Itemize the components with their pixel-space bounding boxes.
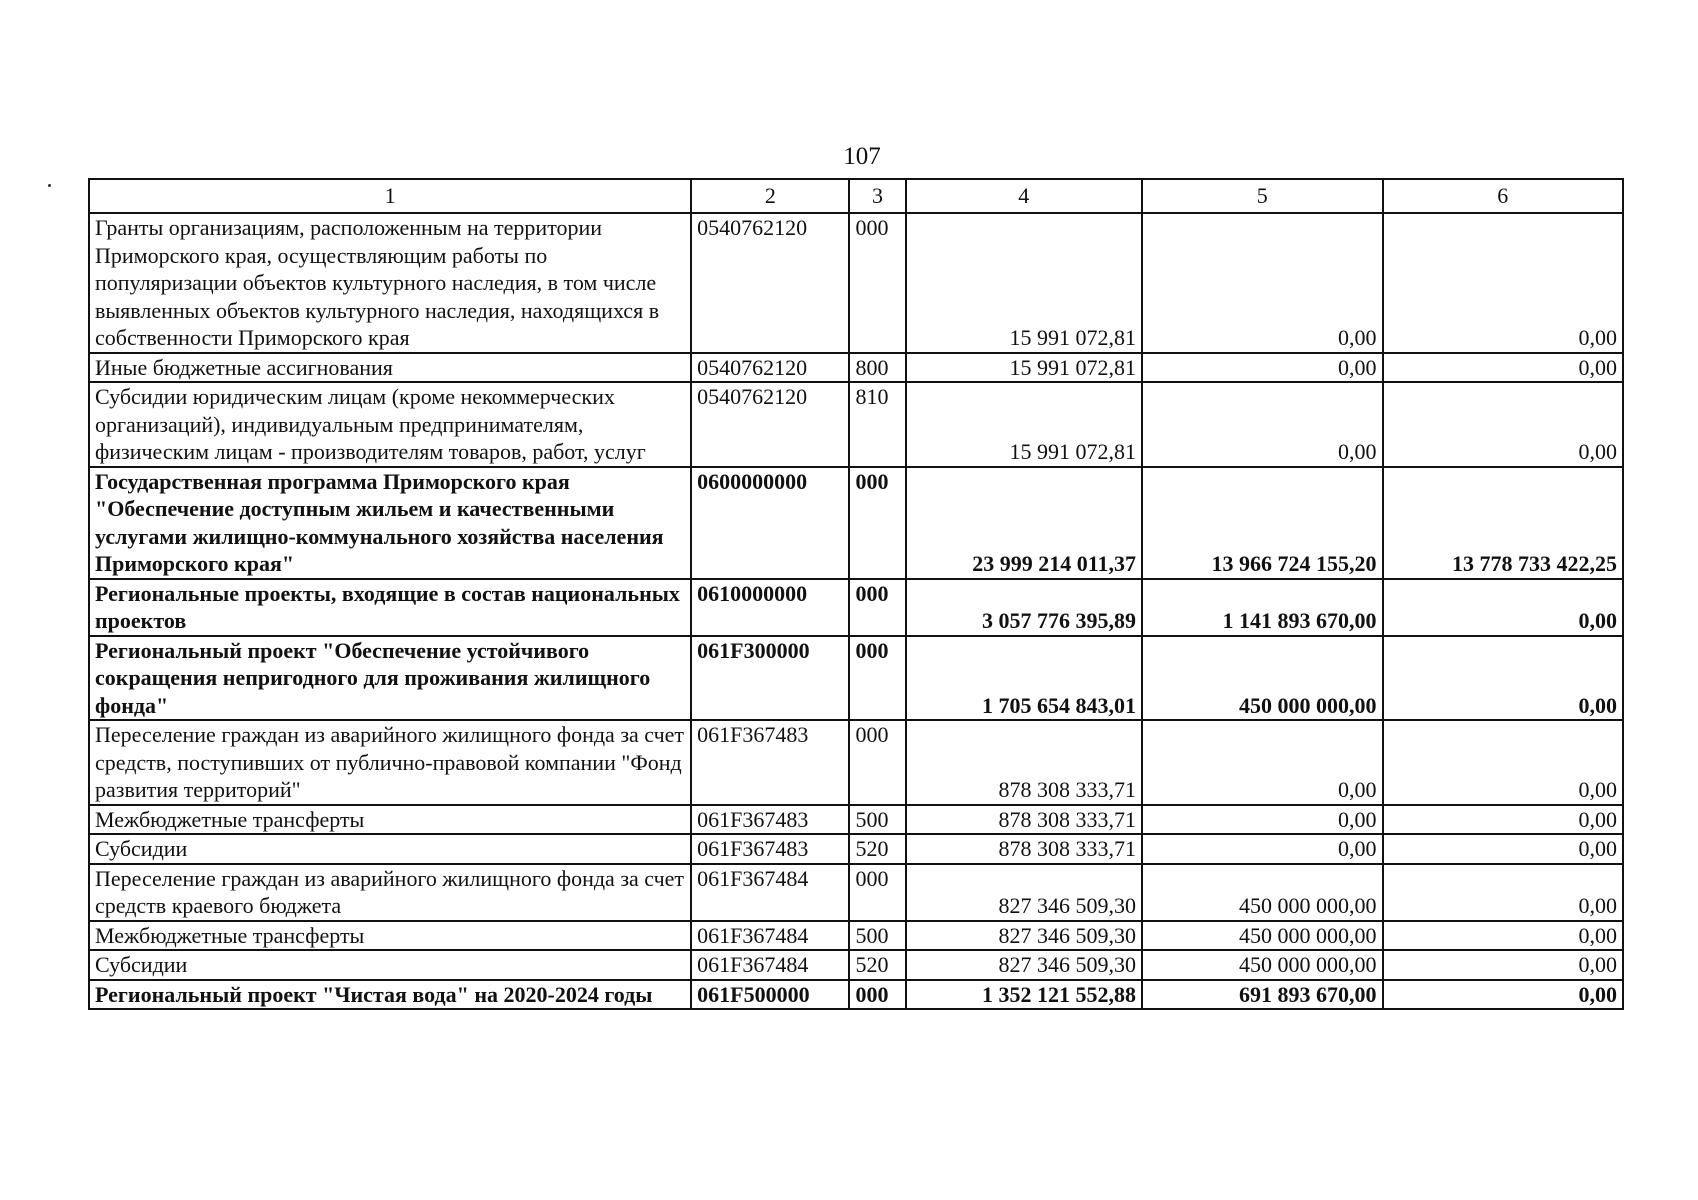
row-name-cell: Межбюджетные трансферты (89, 921, 691, 951)
amount-col6-cell: 0,00 (1383, 980, 1624, 1010)
expense-type-code-cell: 000 (849, 579, 905, 636)
target-article-code-cell: 0610000000 (691, 579, 849, 636)
amount-col5-cell: 13 966 724 155,20 (1142, 467, 1382, 579)
amount-col4-cell: 23 999 214 011,37 (906, 467, 1142, 579)
table-row (89, 636, 1623, 721)
amount-col4-cell: 878 308 333,71 (906, 720, 1142, 805)
amount-col6-cell: 0,00 (1383, 636, 1624, 721)
amount-col4-cell: 1 352 121 552,88 (906, 980, 1142, 1010)
table-row (89, 579, 1623, 636)
amount-col5-cell: 450 000 000,00 (1142, 950, 1382, 980)
row-name-cell: Региональный проект "Обеспечение устойчивого сокращения непригодного для проживания жилищного фонда" (89, 636, 691, 721)
column-number-row (89, 179, 1623, 213)
row-name-cell: Региональные проекты, входящие в состав национальных проектов (89, 579, 691, 636)
amount-col4-cell: 15 991 072,81 (906, 382, 1142, 467)
scan-artifact-dot (48, 184, 51, 187)
column-header: 3 (849, 179, 905, 213)
row-name-cell: Субсидии (89, 834, 691, 864)
expense-type-code-cell: 800 (849, 353, 905, 383)
row-name-cell: Государственная программа Приморского края "Обеспечение доступным жильем и качественными услугами жилищно-коммунального хозяйства населения Приморского края" (89, 467, 691, 579)
column-header: 6 (1383, 179, 1624, 213)
target-article-code-cell: 0540762120 (691, 382, 849, 467)
expense-type-code-cell: 000 (849, 864, 905, 921)
target-article-code-cell: 0540762120 (691, 353, 849, 383)
target-article-code-cell: 061F500000 (691, 980, 849, 1010)
expense-type-code-cell: 520 (849, 834, 905, 864)
amount-col4-cell: 827 346 509,30 (906, 921, 1142, 951)
page-number: 107 (843, 143, 881, 170)
budget-table-body (89, 179, 1623, 1009)
amount-col4-cell: 1 705 654 843,01 (906, 636, 1142, 721)
target-article-code-cell: 0600000000 (691, 467, 849, 579)
budget-table (88, 178, 1624, 1010)
table-row (89, 353, 1623, 383)
amount-col6-cell: 0,00 (1383, 353, 1624, 383)
table-row (89, 950, 1623, 980)
expense-type-code-cell: 000 (849, 636, 905, 721)
amount-col4-cell: 15 991 072,81 (906, 213, 1142, 353)
row-name-cell: Иные бюджетные ассигнования (89, 353, 691, 383)
expense-type-code-cell: 500 (849, 921, 905, 951)
table-row (89, 980, 1623, 1010)
amount-col6-cell: 0,00 (1383, 921, 1624, 951)
row-name-cell: Субсидии (89, 950, 691, 980)
expense-type-code-cell: 500 (849, 805, 905, 835)
amount-col4-cell: 878 308 333,71 (906, 834, 1142, 864)
target-article-code-cell: 061F367484 (691, 864, 849, 921)
amount-col5-cell: 0,00 (1142, 353, 1382, 383)
target-article-code-cell: 061F300000 (691, 636, 849, 721)
row-name-cell: Переселение граждан из аварийного жилищного фонда за счет средств краевого бюджета (89, 864, 691, 921)
amount-col5-cell: 0,00 (1142, 213, 1382, 353)
amount-col6-cell: 0,00 (1383, 720, 1624, 805)
amount-col6-cell: 0,00 (1383, 950, 1624, 980)
amount-col5-cell: 0,00 (1142, 720, 1382, 805)
amount-col6-cell: 0,00 (1383, 805, 1624, 835)
amount-col5-cell: 0,00 (1142, 382, 1382, 467)
amount-col4-cell: 878 308 333,71 (906, 805, 1142, 835)
amount-col5-cell: 1 141 893 670,00 (1142, 579, 1382, 636)
amount-col6-cell: 13 778 733 422,25 (1383, 467, 1624, 579)
amount-col6-cell: 0,00 (1383, 213, 1624, 353)
row-name-cell: Переселение граждан из аварийного жилищного фонда за счет средств, поступивших от публично-правовой компании "Фонд развития территорий" (89, 720, 691, 805)
column-header: 4 (906, 179, 1142, 213)
amount-col6-cell: 0,00 (1383, 382, 1624, 467)
column-header: 1 (89, 179, 691, 213)
table-row (89, 720, 1623, 805)
amount-col5-cell: 691 893 670,00 (1142, 980, 1382, 1010)
target-article-code-cell: 061F367484 (691, 950, 849, 980)
amount-col5-cell: 0,00 (1142, 834, 1382, 864)
target-article-code-cell: 061F367484 (691, 921, 849, 951)
amount-col4-cell: 15 991 072,81 (906, 353, 1142, 383)
table-row (89, 805, 1623, 835)
amount-col5-cell: 450 000 000,00 (1142, 921, 1382, 951)
target-article-code-cell: 061F367483 (691, 720, 849, 805)
table-row (89, 213, 1623, 353)
column-header: 5 (1142, 179, 1382, 213)
table-row (89, 834, 1623, 864)
row-name-cell: Субсидии юридическим лицам (кроме некоммерческих организаций), индивидуальным предпринимателям, физическим лицам - производителям товаров, работ, услуг (89, 382, 691, 467)
row-name-cell: Межбюджетные трансферты (89, 805, 691, 835)
expense-type-code-cell: 810 (849, 382, 905, 467)
target-article-code-cell: 0540762120 (691, 213, 849, 353)
table-row (89, 864, 1623, 921)
table-row (89, 382, 1623, 467)
table-row (89, 921, 1623, 951)
expense-type-code-cell: 000 (849, 213, 905, 353)
expense-type-code-cell: 520 (849, 950, 905, 980)
expense-type-code-cell: 000 (849, 720, 905, 805)
expense-type-code-cell: 000 (849, 467, 905, 579)
amount-col6-cell: 0,00 (1383, 579, 1624, 636)
amount-col4-cell: 827 346 509,30 (906, 864, 1142, 921)
row-name-cell: Гранты организациям, расположенным на территории Приморского края, осуществляющим работы по популяризации объектов культурного наследия, в том числе выявленных объектов культурного наследия, находящихся в собственности Приморского края (89, 213, 691, 353)
amount-col6-cell: 0,00 (1383, 864, 1624, 921)
row-name-cell: Региональный проект "Чистая вода" на 2020-2024 годы (89, 980, 691, 1010)
target-article-code-cell: 061F367483 (691, 805, 849, 835)
column-header: 2 (691, 179, 849, 213)
expense-type-code-cell: 000 (849, 980, 905, 1010)
amount-col4-cell: 3 057 776 395,89 (906, 579, 1142, 636)
amount-col4-cell: 827 346 509,30 (906, 950, 1142, 980)
amount-col5-cell: 450 000 000,00 (1142, 864, 1382, 921)
amount-col5-cell: 0,00 (1142, 805, 1382, 835)
target-article-code-cell: 061F367483 (691, 834, 849, 864)
amount-col6-cell: 0,00 (1383, 834, 1624, 864)
amount-col5-cell: 450 000 000,00 (1142, 636, 1382, 721)
table-row (89, 467, 1623, 579)
